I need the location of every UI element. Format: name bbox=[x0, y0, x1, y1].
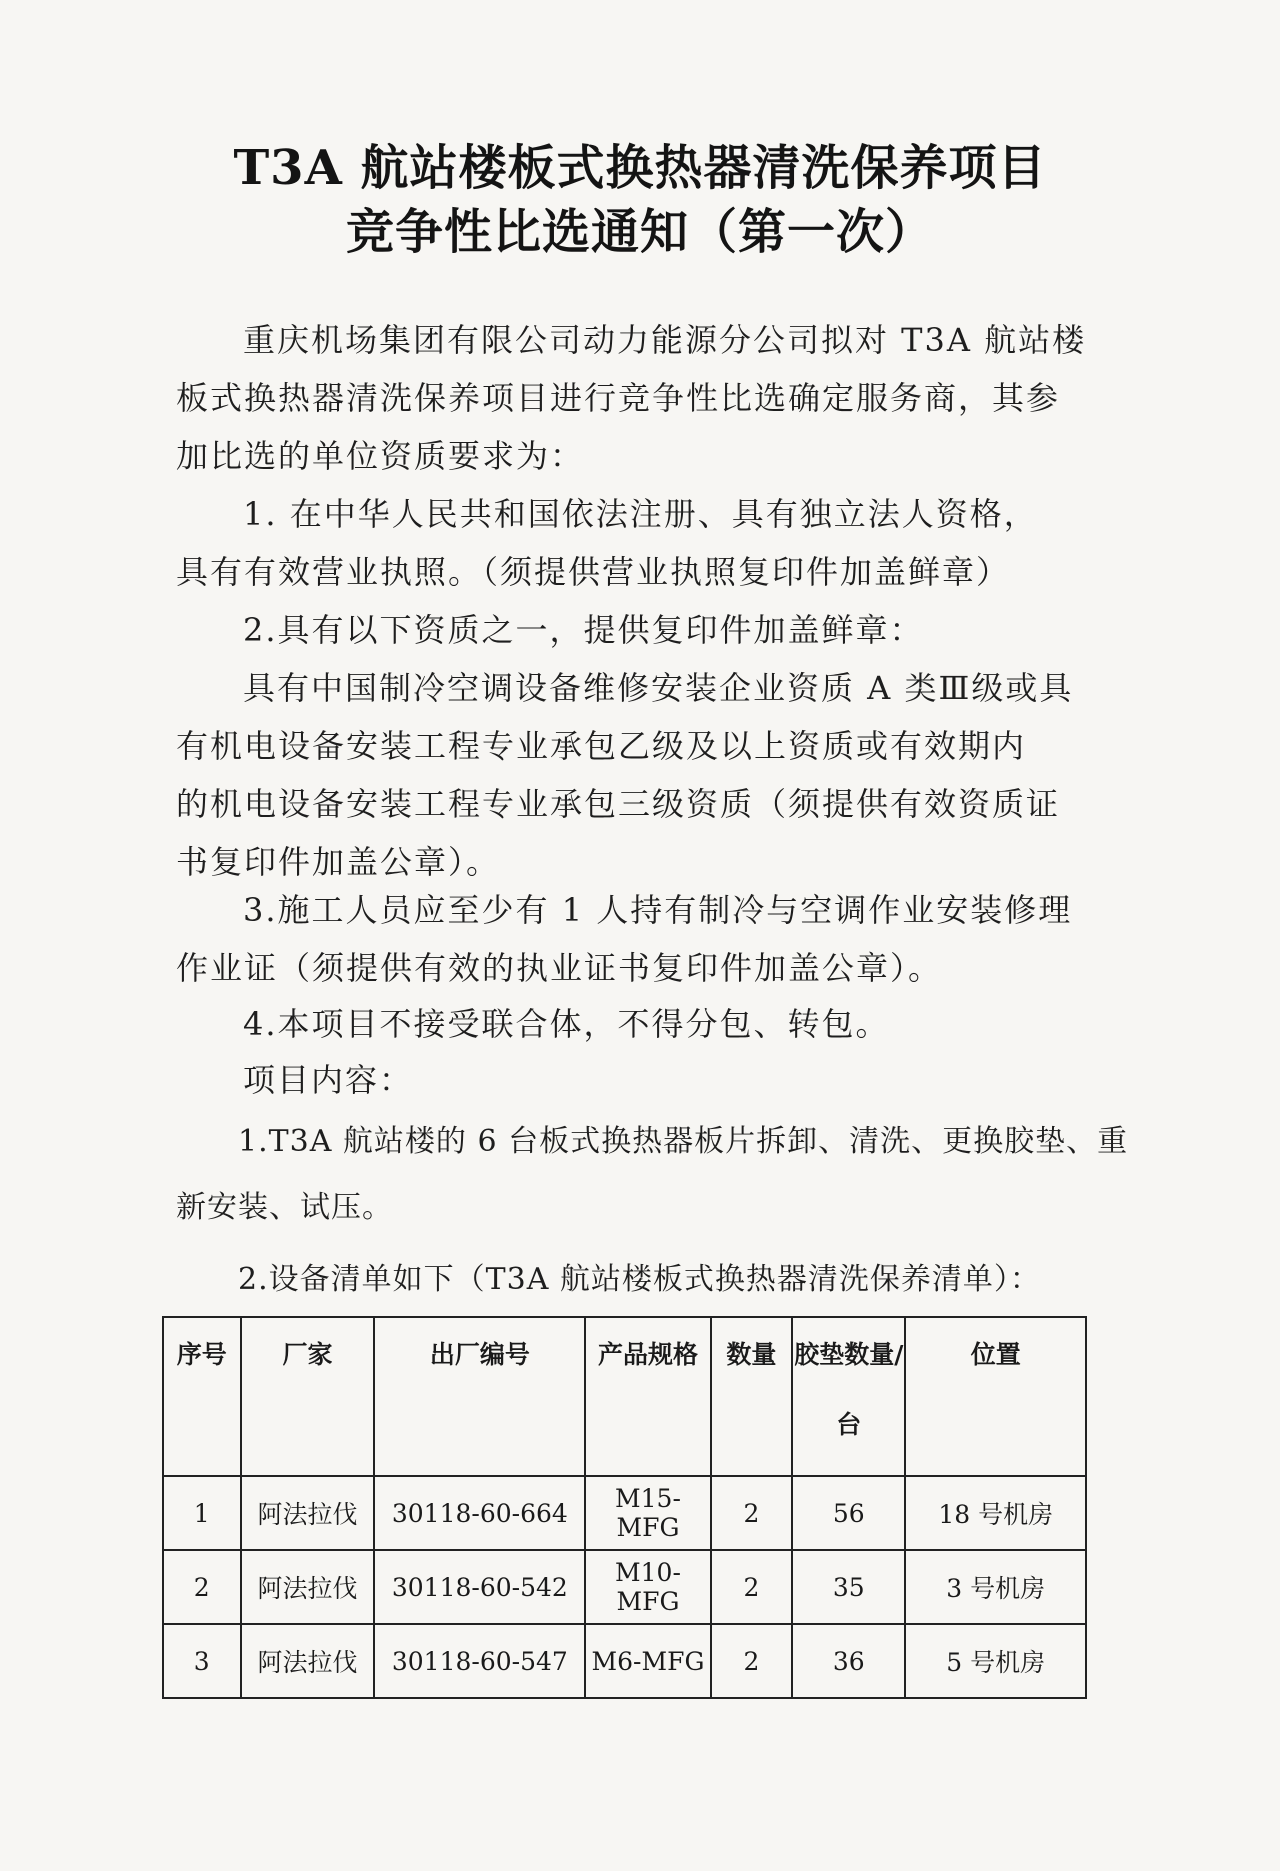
intro-line-1: 重庆机场集团有限公司动力能源分公司拟对 T3A 航站楼 bbox=[243, 321, 1087, 359]
requirement-1-line-1: 1. 在中华人民共和国依法注册、具有独立法人资格， bbox=[243, 495, 1038, 533]
cell-serial: 30118-60-542 bbox=[374, 1550, 585, 1624]
cell-quantity: 2 bbox=[711, 1624, 792, 1698]
cell-location: 3 号机房 bbox=[905, 1550, 1086, 1624]
requirement-2-line-4: 书复印件加盖公章）。 bbox=[176, 843, 501, 881]
cell-manufacturer: 阿法拉伐 bbox=[241, 1476, 375, 1550]
project-content-1-line-2: 新安装、试压。 bbox=[176, 1190, 393, 1225]
header-spec: 产品规格 bbox=[585, 1317, 710, 1476]
table-row bbox=[163, 1550, 1086, 1624]
cell-quantity: 2 bbox=[711, 1550, 792, 1624]
cell-serial: 30118-60-664 bbox=[374, 1476, 585, 1550]
header-gasket-count: 胶垫数量/台 bbox=[792, 1317, 905, 1476]
title-line-2: 竞争性比选通知（第一次） bbox=[345, 204, 934, 260]
header-manufacturer: 厂家 bbox=[241, 1317, 375, 1476]
cell-gasket-count: 36 bbox=[792, 1624, 905, 1698]
title-line-1: T3A 航站楼板式换热器清洗保养项目 bbox=[233, 140, 1047, 196]
table-header-row bbox=[163, 1317, 1086, 1476]
cell-serial: 30118-60-547 bbox=[374, 1624, 585, 1698]
project-content-heading: 项目内容： bbox=[243, 1061, 414, 1099]
cell-manufacturer: 阿法拉伐 bbox=[241, 1624, 375, 1698]
cell-manufacturer: 阿法拉伐 bbox=[241, 1550, 375, 1624]
cell-no: 3 bbox=[163, 1624, 241, 1698]
intro-line-3: 加比选的单位资质要求为： bbox=[176, 437, 585, 475]
cell-location: 18 号机房 bbox=[905, 1476, 1086, 1550]
cell-quantity: 2 bbox=[711, 1476, 792, 1550]
cell-spec: M15-MFG bbox=[585, 1476, 710, 1550]
table-row bbox=[163, 1476, 1086, 1550]
header-serial: 出厂编号 bbox=[374, 1317, 585, 1476]
cell-no: 2 bbox=[163, 1550, 241, 1624]
cell-spec: M6-MFG bbox=[585, 1624, 710, 1698]
cell-spec: M10-MFG bbox=[585, 1550, 710, 1624]
header-location: 位置 bbox=[905, 1317, 1086, 1476]
requirement-3-line-1: 3.施工人员应至少有 1 人持有制冷与空调作业安装修理 bbox=[243, 891, 1073, 929]
project-content-1-line-1: 1.T3A 航站楼的 6 台板式换热器板片拆卸、清洗、更换胶垫、重 bbox=[238, 1124, 1129, 1159]
header-quantity: 数量 bbox=[711, 1317, 792, 1476]
requirement-4: 4.本项目不接受联合体，不得分包、转包。 bbox=[243, 1005, 890, 1043]
requirement-2-heading: 2.具有以下资质之一，提供复印件加盖鲜章： bbox=[243, 611, 924, 649]
cell-gasket-count: 56 bbox=[792, 1476, 905, 1550]
table-row bbox=[163, 1624, 1086, 1698]
requirement-3-line-2: 作业证（须提供有效的执业证书复印件加盖公章）。 bbox=[176, 949, 943, 987]
requirement-1-line-2: 具有有效营业执照。（须提供营业执照复印件加盖鲜章） bbox=[176, 553, 1011, 591]
cell-location: 5 号机房 bbox=[905, 1624, 1086, 1698]
cell-gasket-count: 35 bbox=[792, 1550, 905, 1624]
requirement-2-line-3: 的机电设备安装工程专业承包三级资质（须提供有效资质证 bbox=[176, 785, 1061, 823]
requirement-2-line-2: 有机电设备安装工程专业承包乙级及以上资质或有效期内 bbox=[176, 727, 1027, 765]
cell-no: 1 bbox=[163, 1476, 241, 1550]
requirement-2-line-1: 具有中国制冷空调设备维修安装企业资质 A 类Ⅲ级或具 bbox=[243, 669, 1074, 707]
project-content-2: 2.设备清单如下（T3A 航站楼板式换热器清洗保养清单）： bbox=[238, 1262, 1041, 1297]
header-no: 序号 bbox=[163, 1317, 241, 1476]
equipment-table bbox=[162, 1316, 1087, 1699]
intro-line-2: 板式换热器清洗保养项目进行竞争性比选确定服务商，其参 bbox=[176, 379, 1061, 417]
